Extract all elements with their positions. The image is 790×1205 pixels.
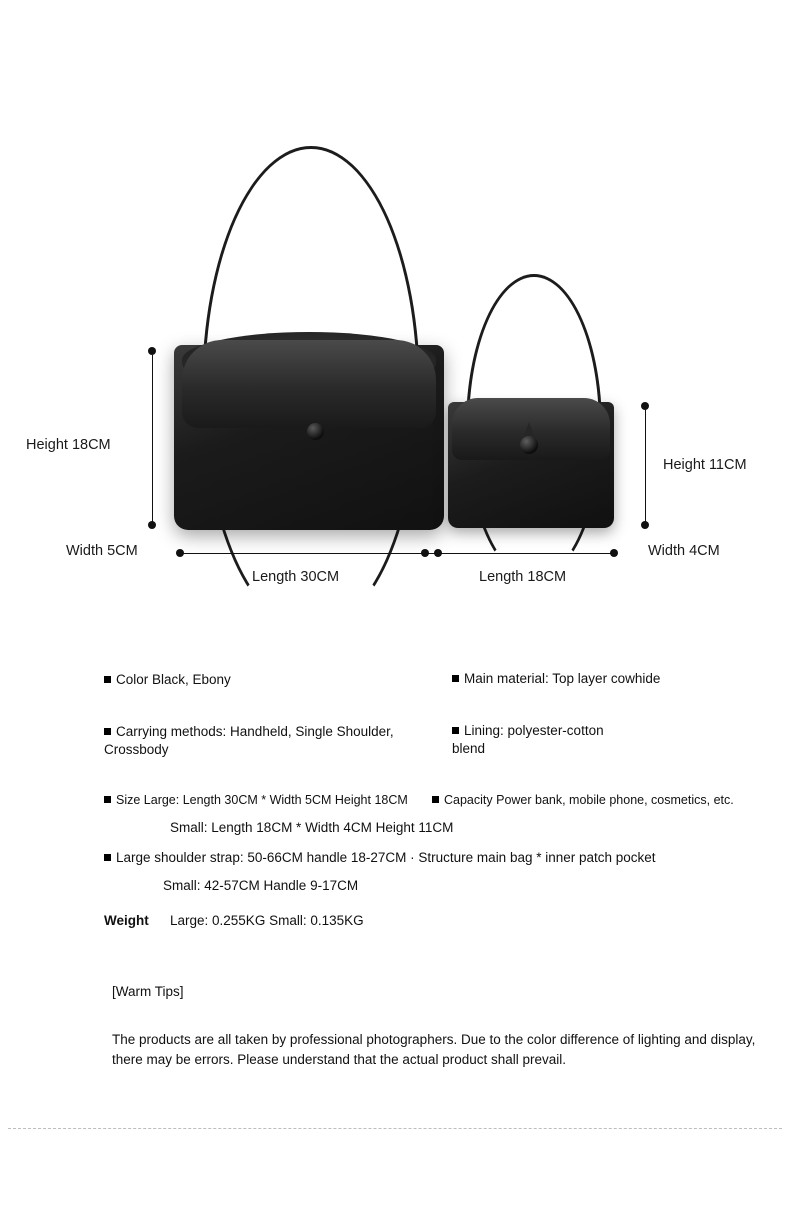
square-bullet-icon — [452, 675, 459, 682]
warm-tips-body: The products are all taken by professional photographers. Due to the color difference of lighting and display, there may be errors. Please understand that the actual product shall prevail. — [112, 1032, 756, 1067]
height-guide-small-dot-top — [641, 402, 649, 410]
large-bag-knob — [307, 423, 324, 440]
spec-capacity-text: Capacity Power bank, mobile phone, cosmetics, etc. — [444, 793, 734, 807]
small-bag-illustration — [444, 270, 619, 530]
length-guide-line — [180, 553, 614, 554]
height-small-label: Height 11CM — [663, 457, 747, 473]
square-bullet-icon — [452, 727, 459, 734]
length-guide-dot-mid-left — [421, 549, 429, 557]
spec-weight-value: Large: 0.255KG Small: 0.135KG — [170, 913, 364, 928]
spec-strap-text: Large shoulder strap: 50-66CM handle 18-27CM · Structure main bag * inner patch pocket — [116, 850, 656, 865]
spec-capacity — [432, 791, 734, 809]
square-bullet-icon — [104, 676, 111, 683]
warm-tips-title: [Warm Tips] — [112, 984, 184, 999]
spec-lining-text: Lining: polyester-cotton blend — [452, 723, 604, 756]
spec-carrying-text: Carrying methods: Handheld, Single Shoulder, Crossbody — [104, 724, 394, 757]
square-bullet-icon — [104, 728, 111, 735]
width-small-label: Width 4CM — [648, 543, 720, 559]
spec-material — [452, 670, 660, 688]
width-large-label: Width 5CM — [66, 543, 138, 559]
square-bullet-icon — [104, 854, 111, 861]
spec-weight-label: Weight — [104, 913, 149, 928]
bottom-divider — [8, 1128, 782, 1129]
length-guide-dot-mid-right — [434, 549, 442, 557]
height-guide-small — [645, 410, 646, 528]
spec-strap — [104, 849, 656, 867]
length-small-label: Length 18CM — [479, 569, 567, 585]
spec-size-text: Size Large: Length 30CM * Width 5CM Height 18CM — [116, 793, 408, 807]
square-bullet-icon — [104, 796, 111, 803]
spec-carrying — [104, 723, 394, 759]
spec-material-text: Main material: Top layer cowhide — [464, 671, 661, 686]
large-bag-flap — [182, 340, 436, 428]
spec-size-sub: Small: Length 18CM * Width 4CM Height 11CM — [170, 820, 454, 835]
height-guide-large-dot-top — [148, 347, 156, 355]
length-guide-dot-right — [610, 549, 618, 557]
length-guide-dot-left — [176, 549, 184, 557]
height-guide-large-dot-bottom — [148, 521, 156, 529]
spec-strap-sub: Small: 42-57CM Handle 9-17CM — [163, 878, 359, 893]
spec-size — [104, 791, 408, 809]
height-large-label: Height 18CM — [26, 437, 111, 453]
large-bag-illustration — [172, 140, 447, 530]
spec-color-text: Color Black, Ebony — [116, 672, 231, 687]
height-guide-large — [152, 355, 153, 528]
small-bag-knob — [520, 436, 538, 454]
spec-lining — [452, 722, 612, 758]
square-bullet-icon — [432, 796, 439, 803]
spec-color — [104, 671, 231, 689]
height-guide-small-dot-bottom — [641, 521, 649, 529]
length-large-label: Length 30CM — [252, 569, 340, 585]
